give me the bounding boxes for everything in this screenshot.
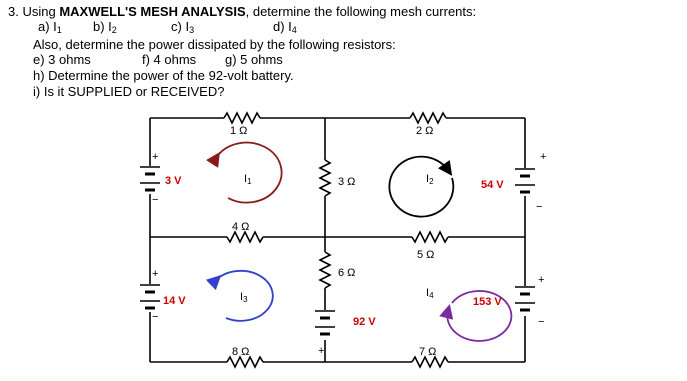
mesh-2-label: I2	[426, 173, 434, 186]
item-h: h) Determine the power of the 92-volt battery.	[33, 68, 294, 83]
resistor-4-ohm	[227, 232, 263, 242]
v54-label: 54 V	[481, 179, 504, 191]
circuit-wires	[150, 113, 525, 367]
mesh-1-label: I1	[244, 173, 252, 186]
mesh-4-label: I4	[426, 287, 434, 300]
battery-92v-plus: +	[318, 345, 325, 357]
v153-label: 153 V	[473, 296, 502, 308]
item-a-sub: 1	[56, 25, 62, 35]
battery-54v-plus: +	[540, 151, 547, 163]
item-c-sub: 3	[189, 25, 195, 35]
battery-54v-minus: −	[536, 201, 543, 213]
battery-153v	[515, 287, 535, 310]
item-d-sub: 4	[291, 25, 297, 35]
item-d-label: d) I	[273, 19, 292, 34]
mesh-3-label: I3	[240, 291, 248, 304]
resistor-5-ohm	[412, 232, 448, 242]
r1-label: 1 Ω	[230, 125, 248, 137]
item-i: i) Is it SUPPLIED or RECEIVED?	[33, 84, 225, 99]
question-instruction: , determine the following mesh currents:	[245, 4, 477, 19]
battery-153v-minus: −	[538, 316, 545, 328]
question-line-3: Also, determine the power dissipated by the following resistors:	[33, 37, 396, 52]
battery-3v-minus: −	[152, 194, 159, 206]
resistor-8-ohm	[227, 357, 263, 367]
battery-92v	[315, 311, 335, 334]
r2-label: 2 Ω	[416, 125, 434, 137]
r4-label: 4 Ω	[232, 221, 250, 233]
r7-label: 7 Ω	[419, 346, 437, 358]
resistor-1-ohm	[224, 113, 260, 123]
question-number: 3. Using	[8, 4, 60, 19]
r3-label: 3 Ω	[338, 176, 356, 188]
r6-label: 6 Ω	[338, 267, 356, 279]
v92-label: 92 V	[353, 316, 376, 328]
resistor-3-ohm	[320, 160, 330, 196]
item-c-label: c) I	[171, 19, 190, 34]
method-name: MAXWELL'S MESH ANALYSIS	[59, 4, 246, 19]
mesh-2-arrow	[389, 157, 453, 217]
r8-label: 8 Ω	[232, 346, 250, 358]
battery-3v	[140, 167, 160, 190]
battery-14v	[140, 285, 160, 308]
battery-3v-plus: +	[152, 151, 159, 163]
item-e: e) 3 ohms	[33, 52, 91, 67]
item-b-sub: 2	[111, 25, 117, 35]
resistor-2-ohm	[410, 113, 446, 123]
mesh-1-arrow	[216, 143, 282, 203]
v3-label: 3 V	[165, 175, 182, 187]
r5-label: 5 Ω	[417, 249, 435, 261]
item-b-label: b) I	[93, 19, 112, 34]
item-f: f) 4 ohms	[142, 52, 197, 67]
battery-14v-plus: +	[152, 268, 159, 280]
resistor-6-ohm	[320, 252, 330, 288]
item-a-label: a) I	[38, 19, 57, 34]
item-g: g) 5 ohms	[225, 52, 283, 67]
resistor-7-ohm	[412, 357, 448, 367]
v14-label: 14 V	[163, 295, 186, 307]
battery-54v	[515, 169, 535, 192]
battery-14v-minus: −	[152, 311, 159, 323]
battery-153v-plus: +	[538, 274, 545, 286]
